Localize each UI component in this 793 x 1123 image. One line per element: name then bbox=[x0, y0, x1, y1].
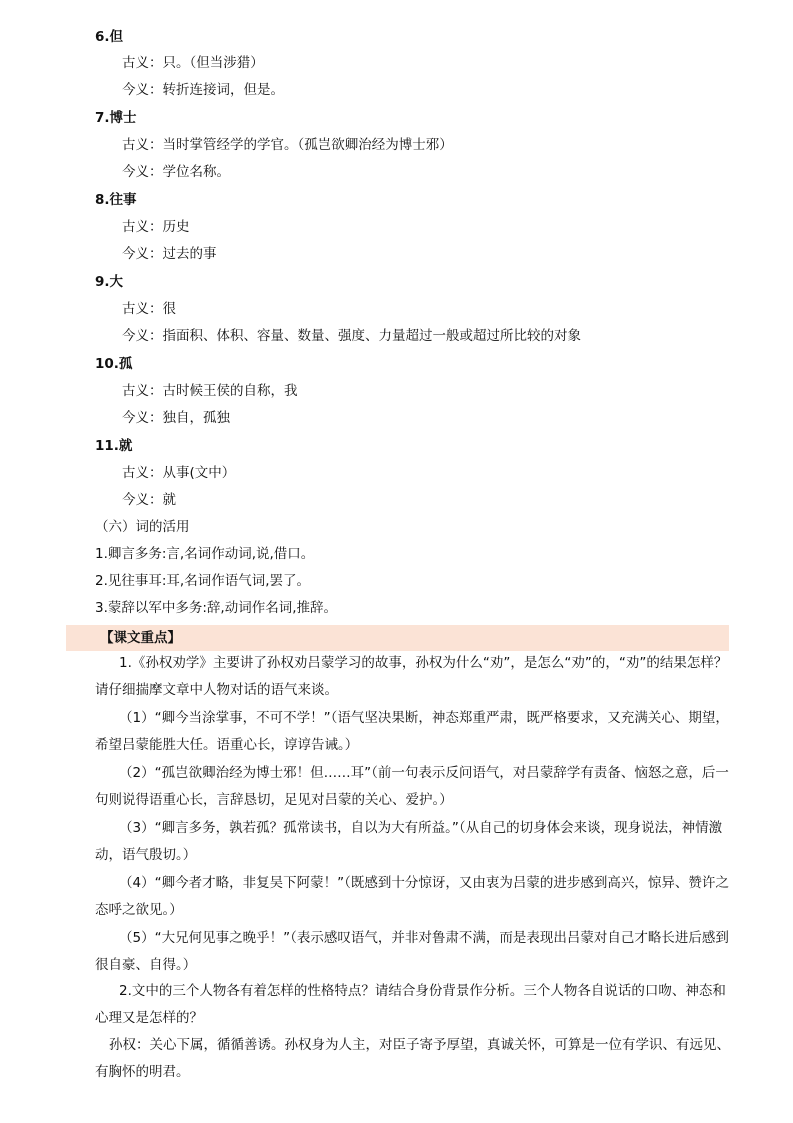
answer-paragraph: （2）“孤岂欲卿治经为博士邪！但……耳”（前一句表示反问语气，对吕蒙辞学有责备、恼怒之意，后一句则说得语重心长，言辞恳切，足见对吕蒙的关心、爱护。） bbox=[95, 765, 729, 808]
usage-item: 1.卿言多务:言,名词作动词,说,借口。 bbox=[95, 546, 315, 562]
ancient-meaning: 古义：从事(文中） bbox=[122, 465, 236, 481]
modern-meaning: 今义：独自，孤独 bbox=[122, 410, 230, 426]
usage-item: 2.见往事耳:耳,名词作语气词,罢了。 bbox=[95, 573, 311, 589]
ancient-meaning: 古义：古时候王侯的自称，我 bbox=[122, 383, 298, 399]
term-title: 6.但 bbox=[95, 29, 124, 45]
answer-paragraph: （5）“大兄何见事之晚乎！”（表示感叹语气，并非对鲁肃不满，而是表现出吕蒙对自己才略长进后感到很自豪、自得。） bbox=[95, 930, 729, 973]
answer-paragraph: （4）“卿今者才略，非复吴下阿蒙！”（既感到十分惊讶，又由衷为吕蒙的进步感到高兴，惊异、赞许之态呼之欲见。） bbox=[95, 875, 729, 918]
ancient-meaning: 古义：当时掌管经学的学官。（孤岂欲卿治经为博士邪） bbox=[122, 137, 453, 153]
modern-meaning: 今义：过去的事 bbox=[122, 246, 217, 262]
term-title: 8.往事 bbox=[95, 192, 137, 208]
answer-paragraph: （3）“卿言多务，孰若孤？孤常读书，自以为大有所益。”（从自己的切身体会来谈，现身说法，神情激动，语气殷切。） bbox=[95, 820, 723, 863]
term-title: 7.博士 bbox=[95, 110, 137, 126]
usage-item: 3.蒙辞以军中多务:辞,动词作名词,推辞。 bbox=[95, 600, 338, 616]
question-paragraph: 2.文中的三个人物各有着怎样的性格特点？请结合身份背景作分析。三个人物各自说话的口吻、神态和心理又是怎样的？ bbox=[95, 983, 726, 1026]
answer-paragraph: （1）“卿今当涂掌事，不可不学！”（语气坚决果断，神态郑重严肃，既严格要求，又充满关心、期望，希望吕蒙能胜大任。语重心长，谆谆告诫。） bbox=[95, 710, 729, 753]
section-heading: （六）词的活用 bbox=[95, 519, 190, 535]
section-banner-title: 【课文重点】 bbox=[100, 630, 181, 646]
term-title: 10.孤 bbox=[95, 356, 133, 372]
modern-meaning: 今义：学位名称。 bbox=[122, 164, 230, 180]
modern-meaning: 今义：就 bbox=[122, 492, 176, 508]
ancient-meaning: 古义：只。（但当涉猎） bbox=[122, 55, 264, 71]
question-paragraph: 1.《孙权劝学》主要讲了孙权劝吕蒙学习的故事，孙权为什么“劝”，是怎么“劝”的，“劝”的结果怎样？请仔细揣摩文章中人物对话的语气来谈。 bbox=[95, 655, 728, 698]
ancient-meaning: 古义：历史 bbox=[122, 219, 190, 235]
modern-meaning: 今义：转折连接词，但是。 bbox=[122, 82, 284, 98]
term-title: 11.就 bbox=[95, 438, 133, 454]
modern-meaning: 今义：指面积、体积、容量、数量、强度、力量超过一般或超过所比较的对象 bbox=[122, 328, 581, 344]
term-title: 9.大 bbox=[95, 274, 124, 290]
ancient-meaning: 古义：很 bbox=[122, 301, 176, 317]
character-analysis: 孙权：关心下属，循循善诱。孙权身为人主，对臣子寄予厚望，真诚关怀，可算是一位有学识、有远见、有胸怀的明君。 bbox=[95, 1037, 730, 1080]
